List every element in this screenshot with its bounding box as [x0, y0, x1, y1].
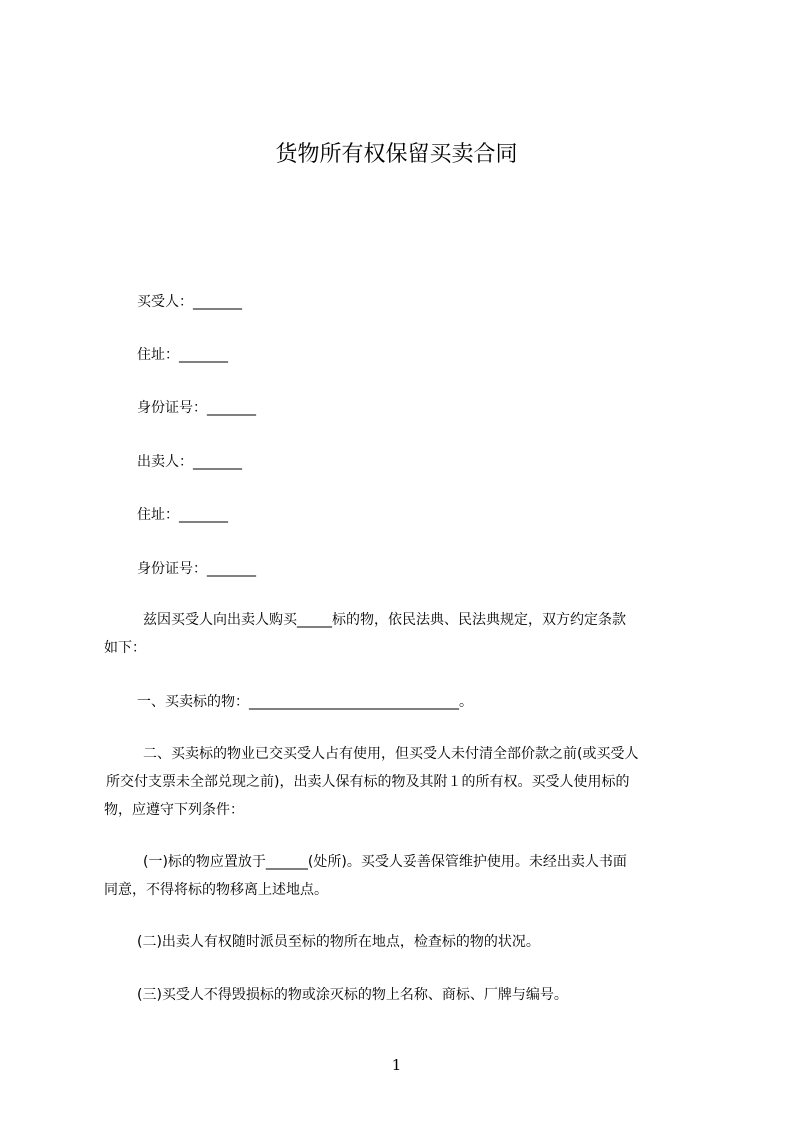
sub-clause-3: (三)买受人不得毁损标的物或涂灭标的物上名称、商标、厂牌与编号。	[137, 987, 568, 1003]
intro-line-1: 兹因买受人向出卖人购买_____标的物，依民法典、民法典规定，双方约定条款	[143, 612, 626, 628]
clause-2-line-1: 二、买卖标的物业已交买受人占有使用，但买受人未付清全部价款之前(或买受人	[143, 746, 639, 762]
clause-1: 一、买卖标的物：______________________________。	[137, 694, 473, 710]
buyer-id-field: 身份证号：_______	[137, 400, 256, 416]
sub-clause-2: (二)出卖人有权随时派员至标的物所在地点，检查标的物的状况。	[137, 934, 540, 950]
clause-2-line-3: 物，应遵守下列条件：	[104, 802, 244, 818]
seller-address-field: 住址：_______	[137, 507, 228, 523]
page-number: 1	[391, 1056, 402, 1074]
sub-clause-1-line-1: (一)标的物应置放于______(处所)。买受人妥善保管维护使用。未经出卖人书面	[143, 854, 627, 870]
seller-id-field: 身份证号：_______	[137, 561, 256, 577]
seller-field: 出卖人：_______	[137, 454, 242, 470]
sub-clause-1-line-2: 同意，不得将标的物移离上述地点。	[104, 882, 328, 898]
buyer-address-field: 住址：_______	[137, 347, 228, 363]
buyer-field: 买受人：_______	[137, 294, 242, 310]
intro-line-2: 如下：	[104, 640, 146, 656]
clause-2-line-2: 所交付支票未全部兑现之前)，出卖人保有标的物及其附１的所有权。买受人使用标的	[106, 774, 630, 790]
document-title: 货物所有权保留买卖合同	[275, 142, 518, 167]
